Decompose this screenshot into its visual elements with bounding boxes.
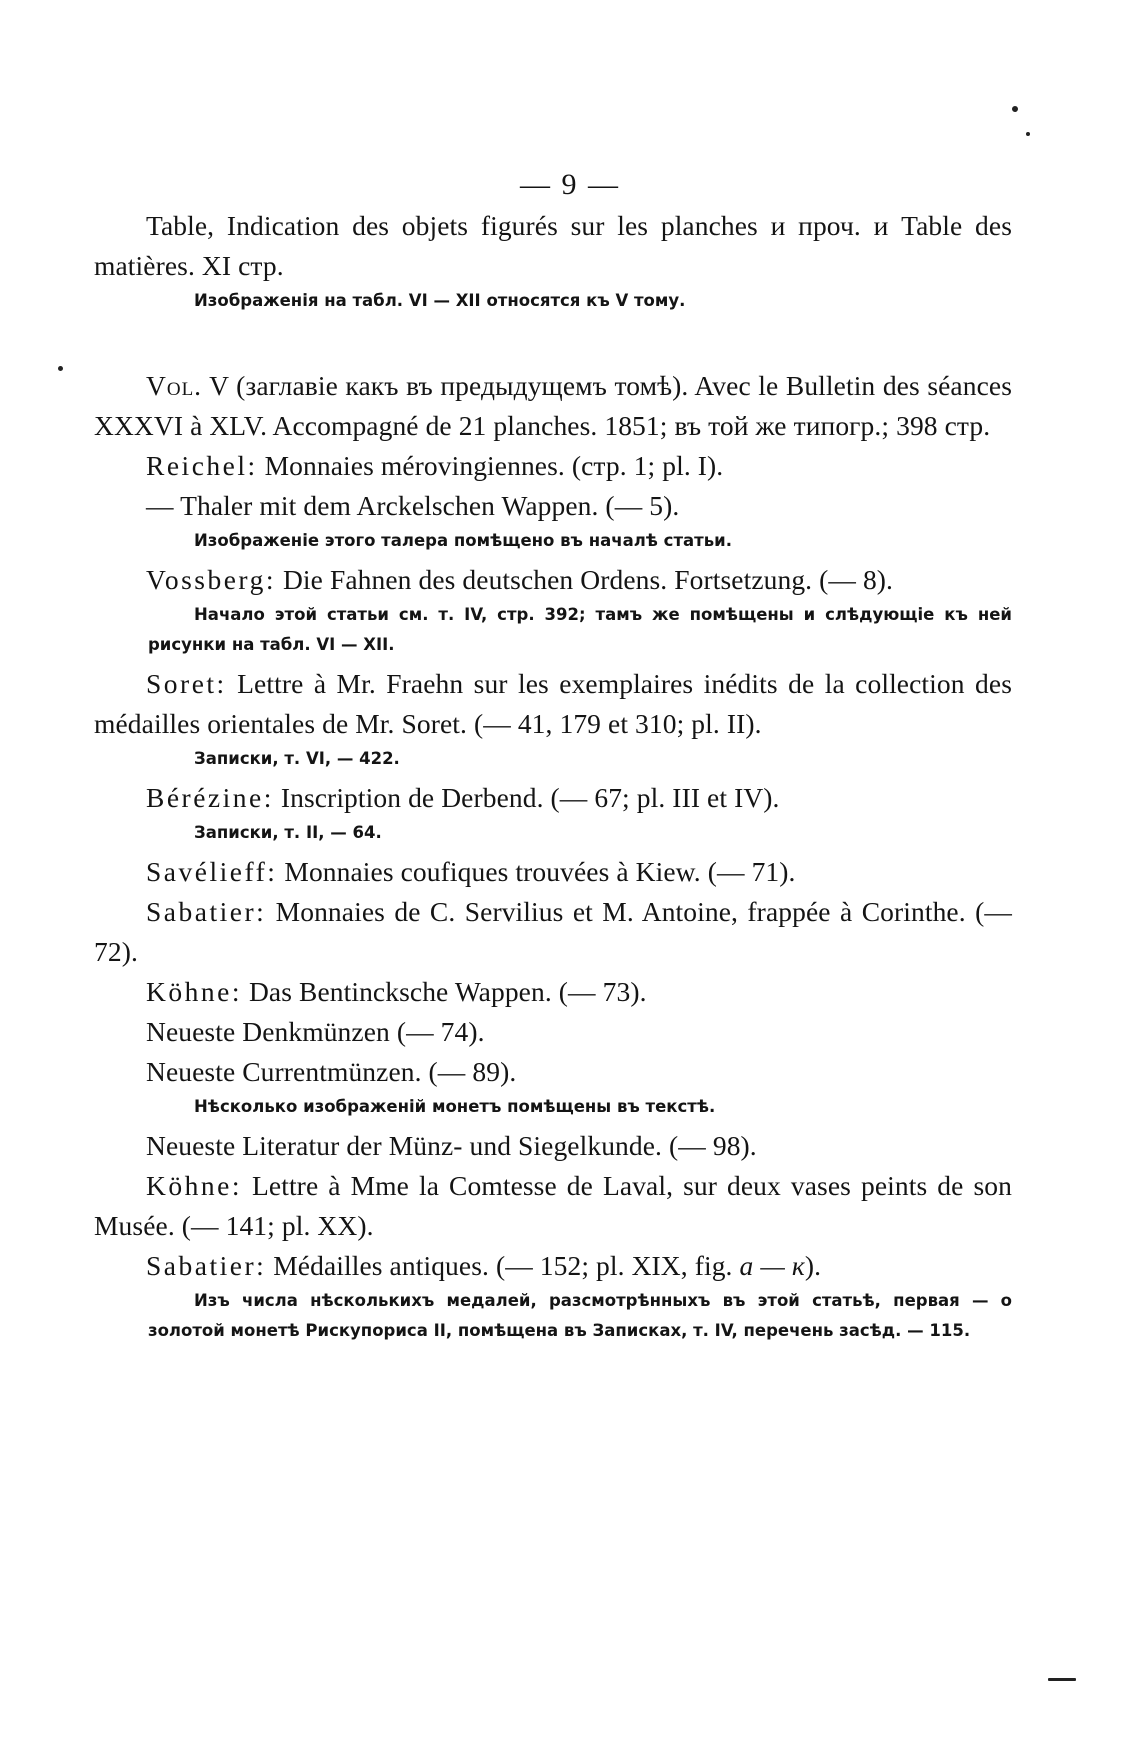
- entry-text: Monnaies mérovingiennes. (стр. 1; pl. I).: [264, 450, 724, 481]
- entry-thaler: — Thaler mit dem Arckelschen Wappen. (— 5).: [146, 490, 680, 521]
- scan-speck: [1048, 1678, 1076, 1681]
- entry-literatur: Neueste Literatur der Münz- und Siegelkunde. (— 98).: [146, 1130, 757, 1161]
- entry-kohne-2: [94, 1166, 1012, 1246]
- intro-line: Table, Indication des objets figurés sur les planches и проч. и Table des matières. XI стр.: [94, 210, 1012, 281]
- entry-note: Изъ числа нѣсколькихъ медалей, разсмотрѣнныхъ въ этой статьѣ, первая — о золотой монетѣ Рискупориса II, помѣщена въ Записках, т. IV, перечень засѣд. — 115.: [148, 1291, 1012, 1340]
- entry-savelieff: [94, 852, 1012, 892]
- entry-sabatier-1: [94, 892, 1012, 972]
- page-body: [94, 206, 1012, 1350]
- entry-text: Monnaies coufiques trouvées à Kiew. (— 71).: [284, 856, 796, 887]
- entry-author: Savélieff:: [146, 856, 278, 887]
- entry-text: Médailles antiques. (— 152; pl. XIX, fig.: [273, 1250, 733, 1281]
- entry-text: Inscription de Derbend. (— 67; pl. III et IV).: [280, 782, 780, 813]
- entry-author: Sabatier:: [146, 896, 267, 927]
- entry-author: Köhne:: [146, 976, 242, 1007]
- scan-speck: [1012, 106, 1018, 112]
- entry-soret: [94, 664, 1012, 744]
- figure-range: a — к: [739, 1250, 805, 1281]
- entry-note: Нѣсколько изображеній монетъ помѣщены въ текстѣ.: [194, 1097, 716, 1116]
- entry-text-end: ).: [804, 1250, 822, 1281]
- entry-currentmunzen: Neueste Currentmünzen. (— 89).: [146, 1056, 517, 1087]
- entry-note: Начало этой статьи см. т. IV, стр. 392; тамъ же помѣщены и слѣдующіе къ ней рисунки на табл. VI — XII.: [148, 605, 1012, 654]
- volume-text: V (заглавіе какъ въ предыдущемъ томѣ). Avec le Bulletin des séances XXXVI à XLV. Accompagné de 21 planches. 1851; въ той же типогр.; 398 стр.: [94, 370, 1012, 441]
- intro-note: Изображенія на табл. VI — XII относятся къ V тому.: [194, 291, 686, 310]
- scan-speck: [1026, 132, 1030, 136]
- entry-author: Sabatier:: [146, 1250, 267, 1281]
- entry-text: Lettre à Mr. Fraehn sur les exemplaires inédits de la collection des médailles orientales de Mr. Soret. (— 41, 179 et 310; pl. II).: [94, 668, 1012, 739]
- volume-label: Vol.: [146, 370, 203, 401]
- scan-speck: [58, 366, 63, 371]
- volume-entry: [94, 366, 1012, 446]
- entry-note: Изображеніе этого талера помѣщено въ началѣ статьи.: [194, 531, 732, 550]
- entry-vossberg: [94, 560, 1012, 600]
- entry-note: Записки, т. II, — 64.: [194, 823, 382, 842]
- entry-reichel: [94, 446, 1012, 486]
- entry-sabatier-2: [94, 1246, 1012, 1286]
- entry-author: Köhne:: [146, 1170, 242, 1201]
- entry-author: Bérézine:: [146, 782, 274, 813]
- page-number: — 9 —: [520, 168, 620, 201]
- entry-text: Monnaies de C. Servilius et M. Antoine, frappée à Corinthe. (— 72).: [94, 896, 1012, 967]
- entry-berezine: [94, 778, 1012, 818]
- section-gap: [94, 320, 1012, 366]
- entry-text: Die Fahnen des deutschen Ordens. Fortsetzung. (— 8).: [282, 564, 894, 595]
- entry-denkmunzen: Neueste Denkmünzen (— 74).: [146, 1016, 485, 1047]
- entry-author: Soret:: [146, 668, 227, 699]
- entry-author: Reichel:: [146, 450, 258, 481]
- entry-text: Lettre à Mme la Comtesse de Laval, sur deux vases peints de son Musée. (— 141; pl. XX).: [94, 1170, 1012, 1241]
- entry-kohne-1: [94, 972, 1012, 1012]
- entry-text: Das Bentincksche Wappen. (— 73).: [248, 976, 647, 1007]
- entry-author: Vossberg:: [146, 564, 276, 595]
- entry-note: Записки, т. VI, — 422.: [194, 749, 400, 768]
